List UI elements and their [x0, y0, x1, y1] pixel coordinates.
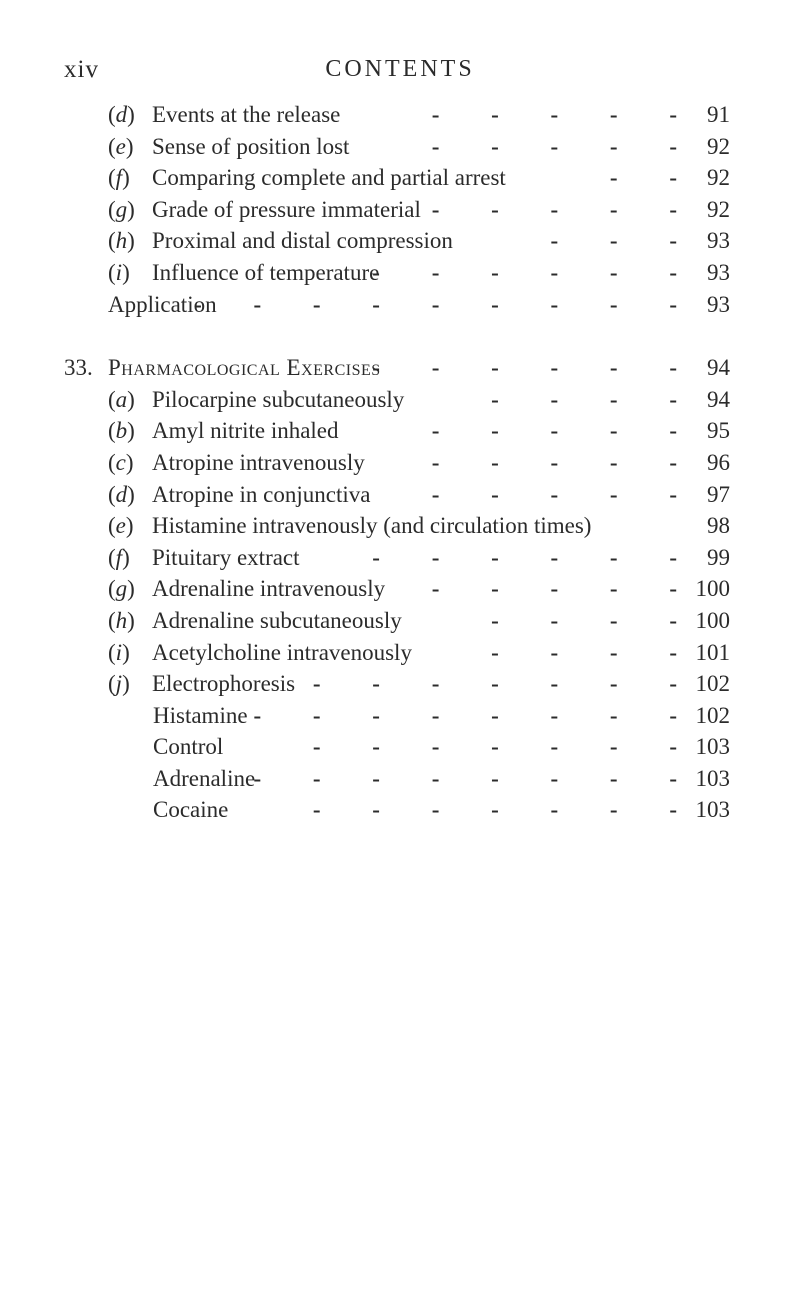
toc-entry [0, 447, 800, 479]
page-number: 94 [707, 355, 730, 381]
entry-text: Sense of position lost [152, 133, 350, 159]
page-number: 103 [695, 765, 730, 791]
entry-text: Amyl nitrite inhaled [152, 418, 339, 444]
dot-leader: - - - - - - - [312, 797, 700, 823]
entry-text: Control [153, 734, 224, 760]
toc-entry [0, 257, 800, 289]
toc-entry [0, 731, 800, 763]
entry-text: Atropine intravenously [152, 449, 365, 475]
entry-marker: (h) [108, 228, 135, 254]
dot-leader: - - - - - - [372, 544, 700, 570]
table-of-contents [0, 99, 800, 826]
entry-text: Proximal and distal compression [152, 228, 453, 254]
entry-marker: (e) [108, 133, 134, 159]
section-gap [0, 320, 800, 352]
entry-text: Pituitary extract [152, 544, 300, 570]
page-number-roman: xiv [64, 56, 99, 83]
toc-entry [0, 605, 800, 637]
entry-label [108, 131, 349, 163]
page-number: 93 [707, 291, 730, 317]
page-number: 103 [695, 797, 730, 823]
page-number: 98 [707, 513, 730, 539]
entry-marker: (d) [108, 481, 135, 507]
entry-label [108, 637, 412, 669]
dot-leader: - - - - - - - [312, 671, 700, 697]
entry-marker: (f) [108, 165, 130, 191]
dot-leader: - - - - - [431, 449, 700, 475]
page-number: 103 [695, 734, 730, 760]
dot-leader: - - - - [491, 639, 700, 665]
entry-label [108, 384, 404, 416]
dot-leader: - - [609, 165, 700, 191]
toc-entry [0, 573, 800, 605]
dot-leader: - - - - - [431, 133, 700, 159]
dot-leader: - - - - - - - - [253, 765, 700, 791]
toc-entry [0, 479, 800, 511]
dot-leader: - - - - - - [372, 259, 700, 285]
toc-entry [0, 194, 800, 226]
toc-entry [0, 131, 800, 163]
entry-label [153, 731, 223, 763]
entry-marker: (c) [108, 449, 134, 475]
entry-text: Cocaine [153, 797, 229, 823]
entry-marker: (a) [108, 386, 135, 412]
section-title: Pharmacological Exercises [108, 355, 381, 381]
dot-leader: - - - - - [431, 418, 700, 444]
section-number: 33. [64, 355, 93, 381]
entry-label [153, 763, 255, 795]
entry-text: Atropine in conjunctiva [152, 481, 371, 507]
entry-text: Histamine [153, 702, 248, 728]
toc-entry [0, 794, 800, 826]
entry-text: Adrenaline intravenously [152, 576, 386, 602]
entry-marker: (b) [108, 418, 135, 444]
entry-label [153, 794, 228, 826]
entry-text: Application [108, 291, 217, 317]
dot-leader: - - - - - - - - - [194, 291, 700, 317]
page-number: 92 [707, 196, 730, 222]
entry-label [108, 225, 453, 257]
entry-label [108, 573, 385, 605]
entry-marker: (d) [108, 102, 135, 127]
entry-marker: (e) [108, 513, 134, 539]
dot-leader: - - - - - - - - [253, 702, 700, 728]
entry-text: Adrenaline subcutaneously [152, 607, 402, 633]
page-number: 97 [707, 481, 730, 507]
entry-text: Acetylcholine intravenously [152, 639, 412, 665]
page-number: 92 [707, 133, 730, 159]
page-number: 93 [707, 259, 730, 285]
entry-marker: (g) [108, 196, 135, 222]
page-number: 102 [695, 702, 730, 728]
entry-label [108, 479, 370, 511]
entry-label [64, 352, 381, 384]
dot-leader: - - - - - - - [312, 734, 700, 760]
page-number: 102 [695, 671, 730, 697]
entry-label [108, 668, 295, 700]
toc-entry [0, 162, 800, 194]
toc-entry [0, 99, 800, 131]
page-number: 92 [707, 165, 730, 191]
dot-leader: - - - - - [431, 481, 700, 507]
entry-marker: (i) [108, 259, 130, 285]
dot-leader: - - - - - [431, 102, 700, 127]
entry-text: Grade of pressure immaterial [152, 196, 421, 222]
toc-entry [0, 384, 800, 416]
entry-label [108, 447, 365, 479]
page-number: 100 [695, 576, 730, 602]
page-number: 100 [695, 607, 730, 633]
toc-entry [0, 700, 800, 732]
entry-text: Influence of temperature [152, 259, 380, 285]
toc-entry [0, 415, 800, 447]
entry-marker: (f) [108, 544, 130, 570]
entry-marker: (g) [108, 576, 135, 602]
page-number: 94 [707, 386, 730, 412]
entry-label [153, 700, 248, 732]
running-title: CONTENTS [325, 56, 475, 82]
entry-label [108, 162, 506, 194]
toc-entry [0, 225, 800, 257]
entry-label [108, 194, 421, 226]
entry-text: Events at the release [152, 102, 341, 127]
entry-text: Adrenaline [153, 765, 256, 791]
entry-label [108, 257, 379, 289]
dot-leader: - - - - [491, 607, 700, 633]
running-header [0, 56, 800, 90]
entry-label [108, 542, 300, 574]
dot-leader: - - - - - [431, 576, 700, 602]
entry-label [108, 415, 339, 447]
entry-marker: (j) [108, 671, 130, 697]
entry-text: Comparing complete and partial arrest [152, 165, 506, 191]
toc-entry [0, 542, 800, 574]
page-number: 93 [707, 228, 730, 254]
entry-marker: (i) [108, 639, 130, 665]
toc-entry [0, 510, 800, 542]
entry-text: Histamine intravenously (and circulation times) [152, 513, 592, 539]
toc-entry [0, 668, 800, 700]
entry-marker: (h) [108, 607, 135, 633]
entry-text: Pilocarpine subcutaneously [152, 386, 405, 412]
toc-entry [0, 637, 800, 669]
dot-leader: - - - - - - [372, 355, 700, 381]
toc-entry [0, 352, 800, 384]
toc-entry [0, 763, 800, 795]
entry-text: Electrophoresis [152, 671, 296, 697]
page-number: 101 [695, 639, 730, 665]
page-number: 96 [707, 449, 730, 475]
entry-label [108, 605, 402, 637]
entry-label [108, 510, 591, 542]
dot-leader: - - - - - [431, 196, 700, 222]
entry-label [108, 99, 340, 131]
dot-leader: - - - [550, 228, 700, 254]
page-number: 95 [707, 418, 730, 444]
dot-leader: - - - - [491, 386, 700, 412]
toc-entry [0, 289, 800, 321]
page-number: 91 [707, 102, 730, 127]
page-number: 99 [707, 544, 730, 570]
